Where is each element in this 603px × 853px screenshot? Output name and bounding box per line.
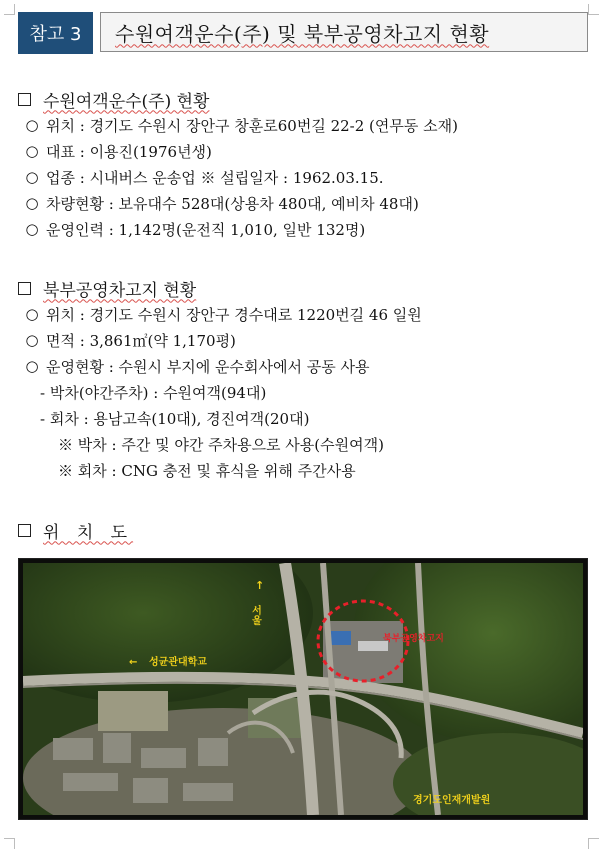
- depot-area: 면적 : 3,861㎡(약 1,170평): [46, 331, 236, 350]
- location-heading: 위 치 도: [43, 522, 134, 543]
- section-heading: [18, 86, 588, 112]
- depot-heading: 북부공영차고지 현황: [43, 280, 197, 301]
- depot-note-turnaround: ※ 회차 : CNG 충전 및 휴식을 위해 주간사용: [58, 461, 356, 480]
- page-corner-mark: [4, 4, 15, 15]
- list-item: [18, 327, 588, 353]
- circle-bullet-icon: ○: [25, 220, 39, 238]
- company-business-type: 업종 : 시내버스 운송업 ※ 설립일자 : 1962.03.15.: [46, 168, 384, 187]
- location-section: [18, 517, 588, 543]
- map-label-north: 서울: [249, 605, 261, 625]
- note-item: [18, 457, 588, 483]
- reference-badge: 참고 3: [18, 12, 93, 54]
- section-heading: [18, 275, 588, 301]
- note-item: [18, 431, 588, 457]
- location-map: [18, 558, 588, 820]
- document-header: [18, 12, 590, 54]
- list-item: [18, 138, 588, 164]
- depot-building: [331, 631, 351, 645]
- circle-bullet-icon: ○: [25, 116, 39, 134]
- checkbox-square-icon: [18, 93, 31, 106]
- list-sub-item: [18, 405, 588, 431]
- list-item: [18, 190, 588, 216]
- depot-turnaround: - 회차 : 용남고속(10대), 경진여객(20대): [40, 409, 310, 428]
- company-heading: 수원여객운수(주) 현황: [43, 91, 210, 112]
- section-heading: [18, 517, 588, 543]
- checkbox-square-icon: [18, 524, 31, 537]
- circle-bullet-icon: ○: [25, 142, 39, 160]
- aerial-photo: [23, 563, 583, 815]
- list-item: [18, 216, 588, 242]
- arrow-left-icon: ←: [129, 657, 138, 668]
- page-corner-mark: [588, 838, 599, 849]
- list-item: [18, 164, 588, 190]
- depot-overnight-parking: - 박차(야간주차) : 수원여객(94대): [40, 383, 267, 402]
- list-item: [18, 353, 588, 379]
- page-title-text: 수원여객운수(주) 및 북부공영차고지 현황: [115, 21, 490, 46]
- map-label-west: 성균관대학교: [149, 657, 207, 668]
- circle-bullet-icon: ○: [25, 331, 39, 349]
- company-address: 위치 : 경기도 수원시 장안구 창훈로60번길 22-2 (연무동 소재): [46, 116, 458, 135]
- depot-section: [18, 275, 588, 483]
- circle-bullet-icon: ○: [25, 357, 39, 375]
- company-section: [18, 86, 588, 242]
- arrow-up-icon: ↑: [255, 579, 265, 592]
- list-item: [18, 301, 588, 327]
- company-staff: 운영인력 : 1,142명(운전직 1,010, 일반 132명): [46, 220, 366, 239]
- map-label-depot: 북부공영차고지: [383, 634, 444, 644]
- company-vehicles: 차량현황 : 보유대수 528대(상용차 480대, 예비차 48대): [46, 194, 419, 213]
- circle-bullet-icon: ○: [25, 168, 39, 186]
- page-corner-mark: [4, 838, 15, 849]
- depot-note-parking: ※ 박차 : 주간 및 야간 주차용으로 사용(수원여객): [58, 435, 384, 454]
- page-title: [100, 12, 588, 52]
- depot-operation: 운영현황 : 수원시 부지에 운수회사에서 공동 사용: [46, 357, 370, 376]
- checkbox-square-icon: [18, 282, 31, 295]
- company-ceo: 대표 : 이용진(1976년생): [46, 142, 212, 161]
- circle-bullet-icon: ○: [25, 305, 39, 323]
- list-sub-item: [18, 379, 588, 405]
- map-label-southeast: 경기도인재개발원: [413, 795, 491, 806]
- sports-field: [98, 691, 168, 731]
- circle-bullet-icon: ○: [25, 194, 39, 212]
- depot-address: 위치 : 경기도 수원시 장안구 경수대로 1220번길 46 일원: [46, 305, 422, 324]
- list-item: [18, 112, 588, 138]
